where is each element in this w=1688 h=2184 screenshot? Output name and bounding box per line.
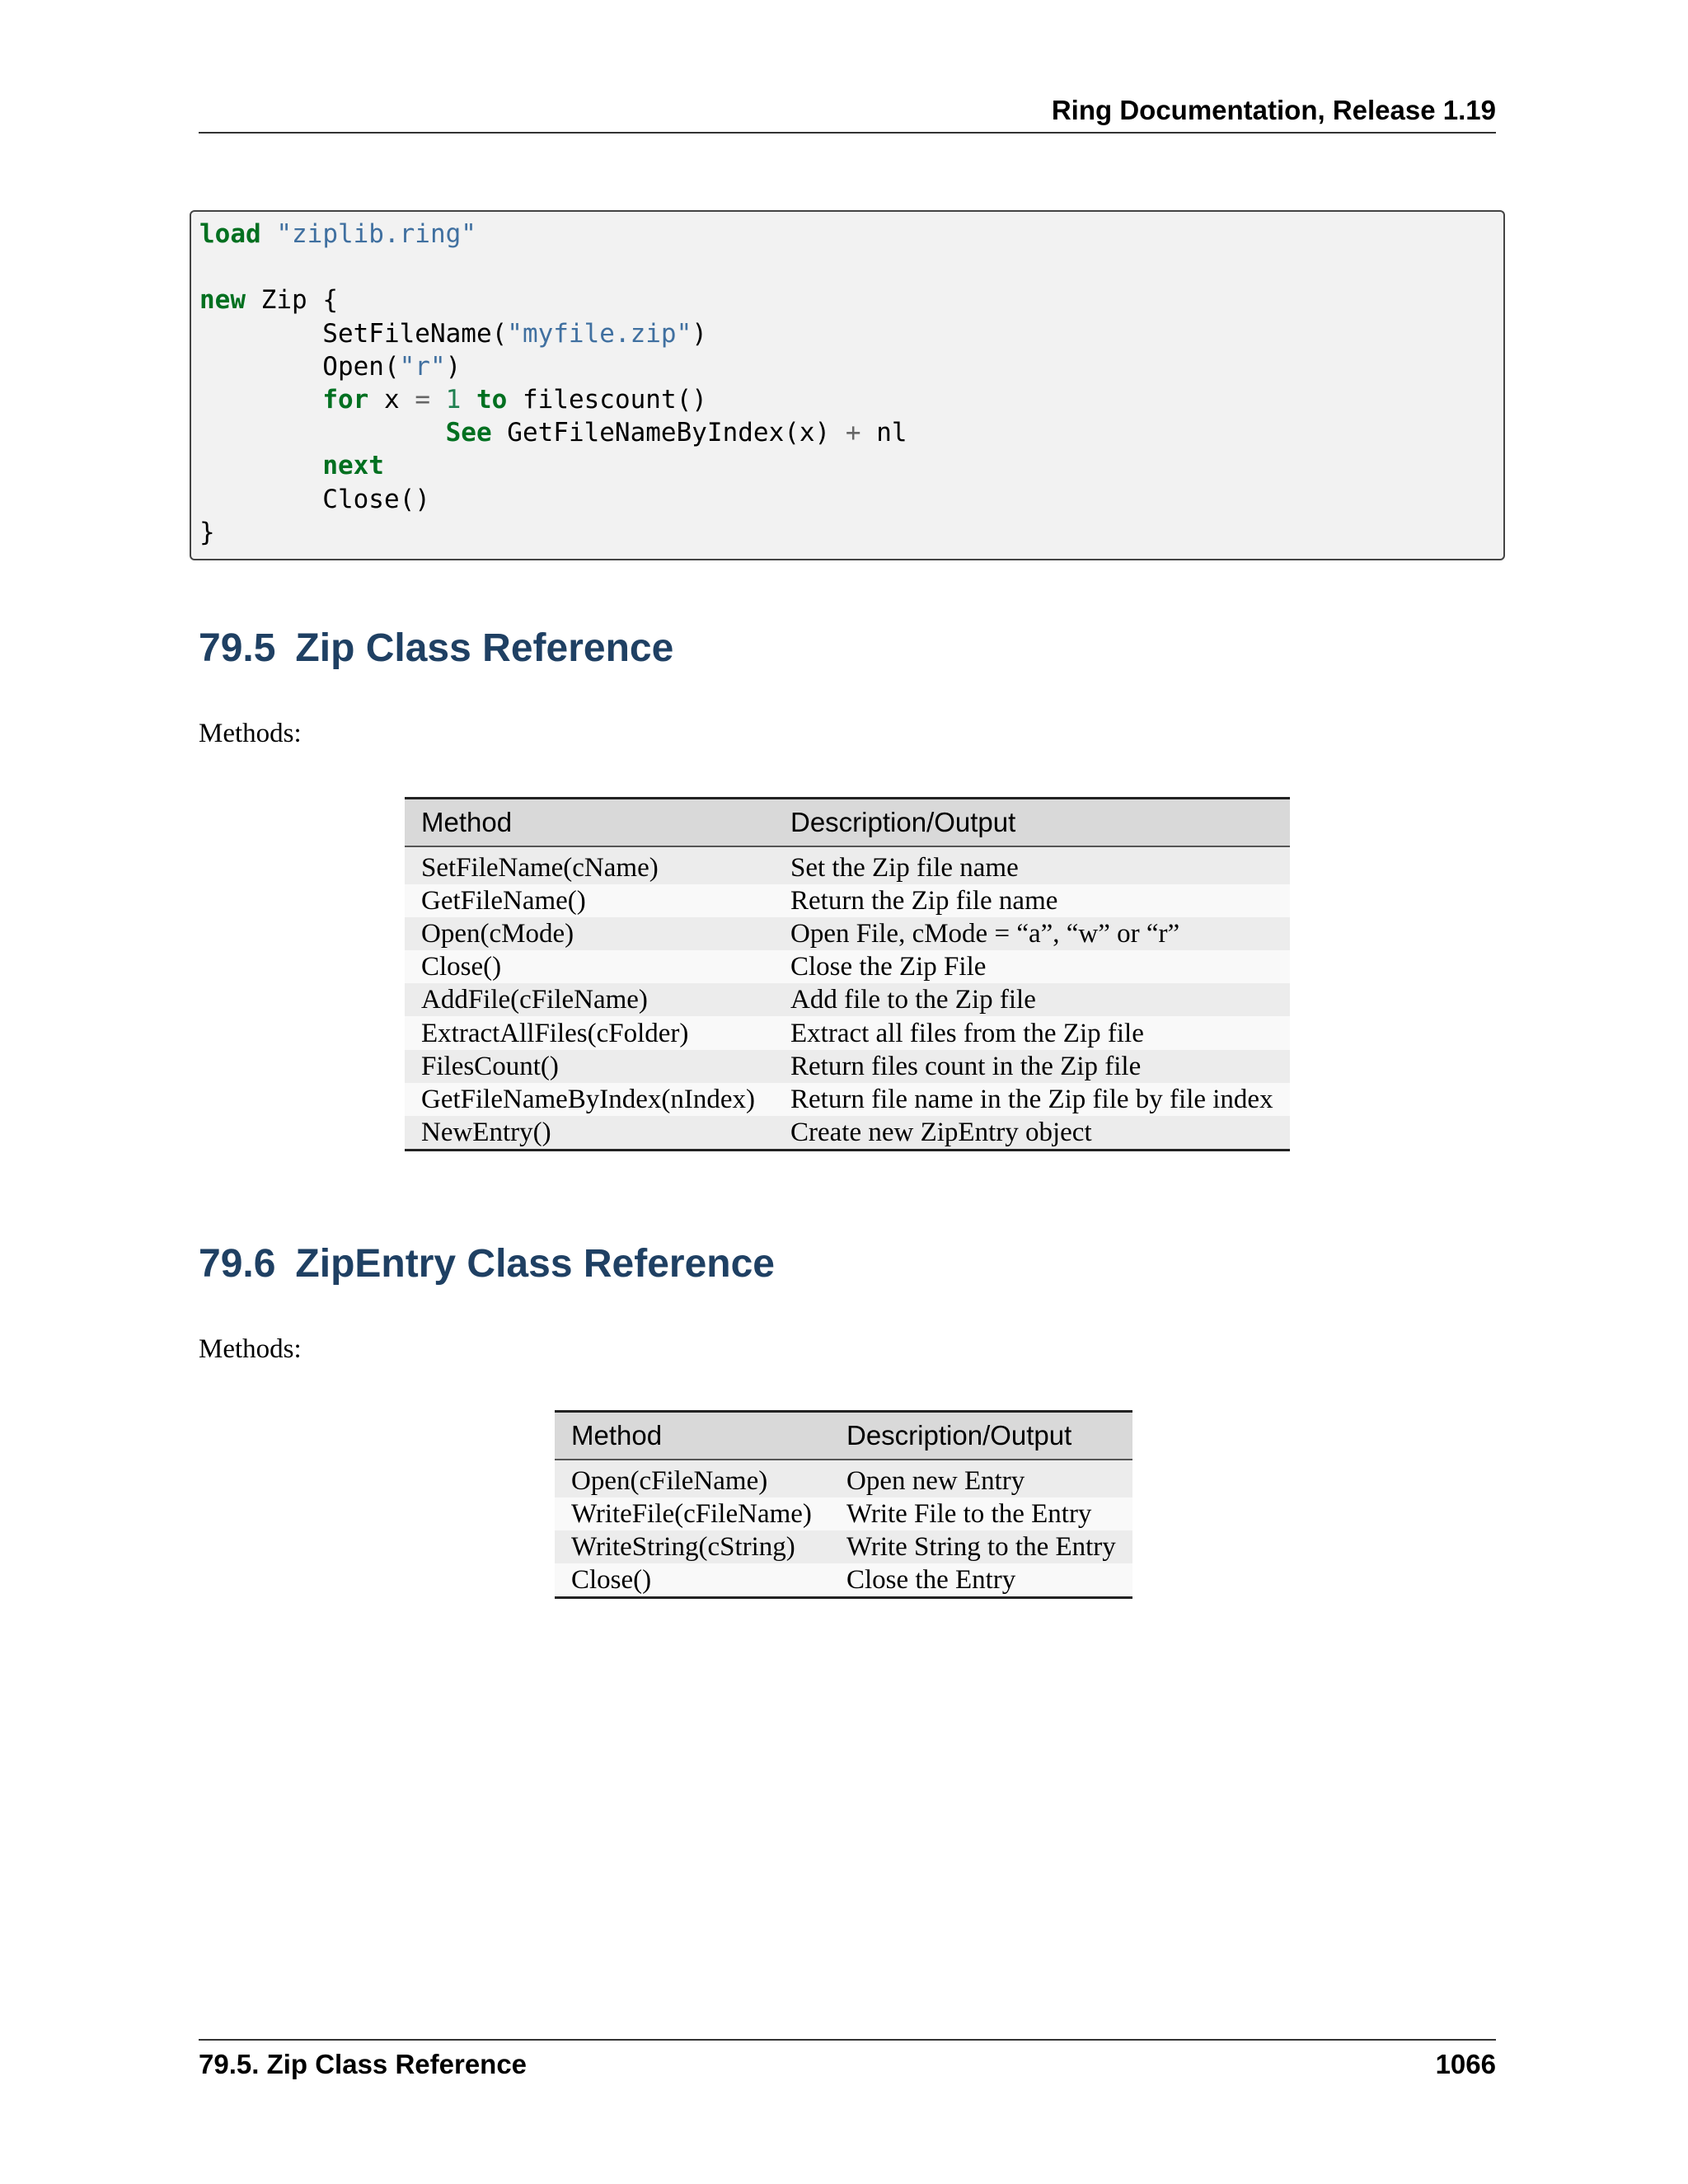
code-line bbox=[199, 218, 1503, 251]
code-token: "myfile.zip" bbox=[507, 318, 692, 349]
code-token: SetFileName( bbox=[199, 318, 508, 349]
description-cell: Return files count in the Zip file bbox=[774, 1050, 1290, 1083]
code-token: GetFileNameByIndex(x) bbox=[491, 418, 846, 448]
section-heading-zipentry bbox=[199, 1240, 775, 1289]
code-token bbox=[199, 451, 322, 480]
column-header-method: Method bbox=[555, 1412, 830, 1460]
table-row bbox=[405, 884, 1290, 917]
table-row bbox=[405, 1116, 1290, 1151]
header-title: Ring Documentation, Release 1.19 bbox=[1051, 95, 1496, 125]
section-title: Zip Class Reference bbox=[295, 626, 674, 670]
description-cell: Write File to the Entry bbox=[830, 1497, 1132, 1530]
table-header-row bbox=[405, 799, 1290, 846]
method-cell: WriteString(cString) bbox=[555, 1530, 830, 1563]
zip-methods-table bbox=[405, 797, 1290, 1151]
description-cell: Close the Zip File bbox=[774, 950, 1290, 983]
column-header-description: Description/Output bbox=[774, 799, 1290, 846]
code-token: Zip { bbox=[246, 285, 338, 316]
method-cell: AddFile(cFileName) bbox=[405, 983, 774, 1016]
code-token bbox=[199, 418, 446, 448]
page-footer bbox=[199, 2039, 1496, 2079]
code-token: "ziplib.ring" bbox=[276, 219, 476, 249]
description-cell: Write String to the Entry bbox=[830, 1530, 1132, 1563]
table-row bbox=[405, 1016, 1290, 1049]
code-token: "r" bbox=[399, 351, 446, 382]
code-token: + bbox=[845, 418, 861, 448]
code-line bbox=[199, 251, 1503, 284]
description-cell: Create new ZipEntry object bbox=[774, 1116, 1290, 1151]
method-cell: NewEntry() bbox=[405, 1116, 774, 1151]
code-token: next bbox=[322, 451, 384, 481]
code-line bbox=[199, 383, 1503, 416]
table-row bbox=[405, 1083, 1290, 1116]
method-cell: FilesCount() bbox=[405, 1050, 774, 1083]
code-token: } bbox=[199, 517, 215, 547]
code-token: load bbox=[199, 219, 261, 249]
code-token bbox=[261, 219, 277, 249]
code-token: new bbox=[199, 285, 246, 316]
code-token: x bbox=[368, 384, 415, 415]
code-token: to bbox=[476, 384, 508, 415]
code-token: Open( bbox=[199, 351, 400, 382]
code-line bbox=[199, 317, 1503, 350]
section-title: ZipEntry Class Reference bbox=[295, 1242, 775, 1286]
table-row bbox=[555, 1563, 1132, 1598]
table-row bbox=[405, 1050, 1290, 1083]
description-cell: Set the Zip file name bbox=[774, 851, 1290, 884]
footer-section: 79.5. Zip Class Reference bbox=[199, 2049, 528, 2079]
method-cell: ExtractAllFiles(cFolder) bbox=[405, 1016, 774, 1049]
code-token bbox=[430, 385, 446, 415]
code-line bbox=[199, 284, 1503, 316]
column-header-description: Description/Output bbox=[830, 1412, 1132, 1460]
description-cell: Return the Zip file name bbox=[774, 884, 1290, 917]
table-row bbox=[555, 1497, 1132, 1530]
code-line bbox=[199, 449, 1503, 482]
description-cell: Close the Entry bbox=[830, 1563, 1132, 1598]
code-line bbox=[199, 350, 1503, 383]
code-token: 1 bbox=[445, 384, 462, 415]
code-line bbox=[199, 516, 1503, 549]
column-header-method: Method bbox=[405, 799, 774, 846]
code-token bbox=[199, 385, 322, 415]
description-cell: Open new Entry bbox=[830, 1465, 1132, 1497]
method-cell: GetFileName() bbox=[405, 884, 774, 917]
section-heading-zip bbox=[199, 624, 673, 673]
code-block bbox=[190, 210, 1505, 560]
description-cell: Extract all files from the Zip file bbox=[774, 1016, 1290, 1049]
methods-label: Methods: bbox=[199, 719, 302, 748]
table-row bbox=[555, 1465, 1132, 1497]
code-token: nl bbox=[860, 418, 907, 448]
table-row bbox=[555, 1530, 1132, 1563]
method-cell: Open(cMode) bbox=[405, 917, 774, 950]
method-cell: WriteFile(cFileName) bbox=[555, 1497, 830, 1530]
code-line bbox=[199, 483, 1503, 516]
code-token: ) bbox=[692, 318, 707, 349]
section-number: 79.6 bbox=[199, 1242, 276, 1286]
method-cell: Close() bbox=[405, 950, 774, 983]
page-number: 1066 bbox=[1435, 2049, 1496, 2079]
table-row bbox=[405, 983, 1290, 1016]
table-row bbox=[405, 917, 1290, 950]
description-cell: Add file to the Zip file bbox=[774, 983, 1290, 1016]
method-cell: GetFileNameByIndex(nIndex) bbox=[405, 1083, 774, 1116]
table-header-row bbox=[555, 1412, 1132, 1460]
code-token: filescount() bbox=[507, 384, 707, 415]
page-header bbox=[199, 92, 1496, 134]
method-cell: SetFileName(cName) bbox=[405, 851, 774, 884]
code-token: for bbox=[322, 384, 369, 415]
description-cell: Return file name in the Zip file by file index bbox=[774, 1083, 1290, 1116]
code-token: = bbox=[415, 384, 430, 415]
table-row bbox=[405, 851, 1290, 884]
table-row bbox=[405, 950, 1290, 983]
methods-label: Methods: bbox=[199, 1334, 302, 1364]
code-line bbox=[199, 416, 1503, 449]
code-token bbox=[461, 385, 476, 415]
section-number: 79.5 bbox=[199, 626, 276, 670]
method-cell: Close() bbox=[555, 1563, 830, 1598]
description-cell: Open File, cMode = “a”, “w” or “r” bbox=[774, 917, 1290, 950]
method-cell: Open(cFileName) bbox=[555, 1465, 830, 1497]
code-token: See bbox=[445, 418, 492, 448]
zipentry-methods-table bbox=[555, 1410, 1132, 1599]
code-token: ) bbox=[445, 351, 462, 382]
code-token: Close() bbox=[199, 484, 430, 514]
